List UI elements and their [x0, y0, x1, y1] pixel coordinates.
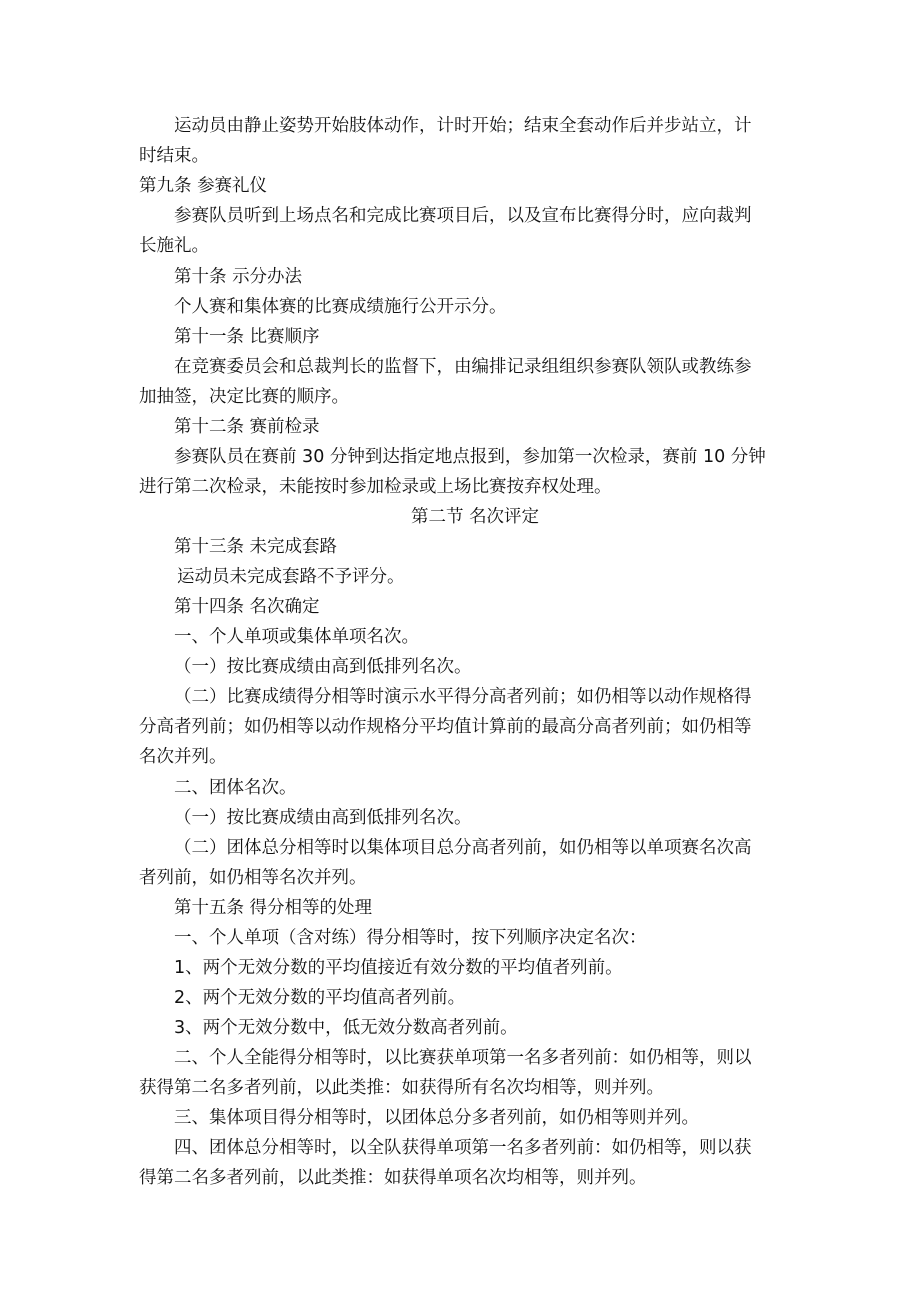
article-heading: 第十三条 未完成套路 [174, 537, 338, 557]
paragraph-line: （二）比赛成绩得分相等时演示水平得分高者列前；如仍相等以动作规格得 [174, 687, 752, 707]
article-heading: 第十四条 名次确定 [174, 597, 320, 617]
paragraph-line: 者列前，如仍相等名次并列。 [139, 868, 367, 888]
paragraph-line: 二、团体名次。 [174, 778, 297, 798]
article-heading: 第十一条 比赛顺序 [174, 327, 320, 347]
section-heading: 第二节 名次评定 [411, 507, 540, 527]
list-item: 3、两个无效分数中，低无效分数高者列前。 [174, 1018, 518, 1038]
article-heading: 第十二条 赛前检录 [174, 417, 320, 437]
article-heading: 第十条 示分办法 [174, 267, 303, 287]
paragraph-line: 三、集体项目得分相等时，以团体总分多者列前，如仍相等则并列。 [174, 1108, 699, 1128]
paragraph-line: 一、个人单项（含对练）得分相等时，按下列顺序决定名次： [174, 928, 647, 948]
paragraph-line: 一、个人单项或集体单项名次。 [174, 627, 419, 647]
paragraph-line: 运动员由静止姿势开始肢体动作，计时开始；结束全套动作后并步站立，计 [174, 116, 752, 136]
paragraph-line: 参赛队员听到上场点名和完成比赛项目后，以及宣布比赛得分时，应向裁判 [174, 206, 752, 226]
paragraph-line: 名次并列。 [139, 747, 227, 767]
paragraph-line: 运动员未完成套路不予评分。 [177, 567, 405, 587]
paragraph-line: 时结束。 [139, 146, 209, 166]
paragraph-line: （一）按比赛成绩由高到低排列名次。 [174, 808, 472, 828]
paragraph-line: 加抽签，决定比赛的顺序。 [139, 387, 349, 407]
paragraph-line: 四、团体总分相等时，以全队获得单项第一名多者列前：如仍相等，则以获 [174, 1138, 752, 1158]
list-item: 2、两个无效分数的平均值高者列前。 [174, 988, 466, 1008]
paragraph-line: 参赛队员在赛前 30 分钟到达指定地点报到，参加第一次检录，赛前 10 分钟 [174, 447, 766, 467]
paragraph-line: 长施礼。 [139, 236, 209, 256]
paragraph-line: （一）按比赛成绩由高到低排列名次。 [174, 657, 472, 677]
paragraph-line: 得第二名多者列前，以此类推：如获得单项名次均相等，则并列。 [139, 1168, 647, 1188]
paragraph-line: 分高者列前；如仍相等以动作规格分平均值计算前的最高分高者列前；如仍相等 [139, 717, 752, 737]
paragraph-line: （二）团体总分相等时以集体项目总分高者列前，如仍相等以单项赛名次高 [174, 838, 752, 858]
paragraph-line: 二、个人全能得分相等时，以比赛获单项第一名多者列前：如仍相等，则以 [174, 1048, 752, 1068]
article-heading: 第九条 参赛礼仪 [139, 176, 268, 196]
paragraph-line: 个人赛和集体赛的比赛成绩施行公开示分。 [174, 297, 507, 317]
paragraph-line: 进行第二次检录，未能按时参加检录或上场比赛按弃权处理。 [139, 477, 612, 497]
paragraph-line: 获得第二名多者列前，以此类推：如获得所有名次均相等，则并列。 [139, 1078, 664, 1098]
list-item: 1、两个无效分数的平均值接近有效分数的平均值者列前。 [174, 958, 623, 978]
article-heading: 第十五条 得分相等的处理 [174, 898, 373, 918]
paragraph-line: 在竞赛委员会和总裁判长的监督下，由编排记录组组织参赛队领队或教练参 [174, 357, 752, 377]
